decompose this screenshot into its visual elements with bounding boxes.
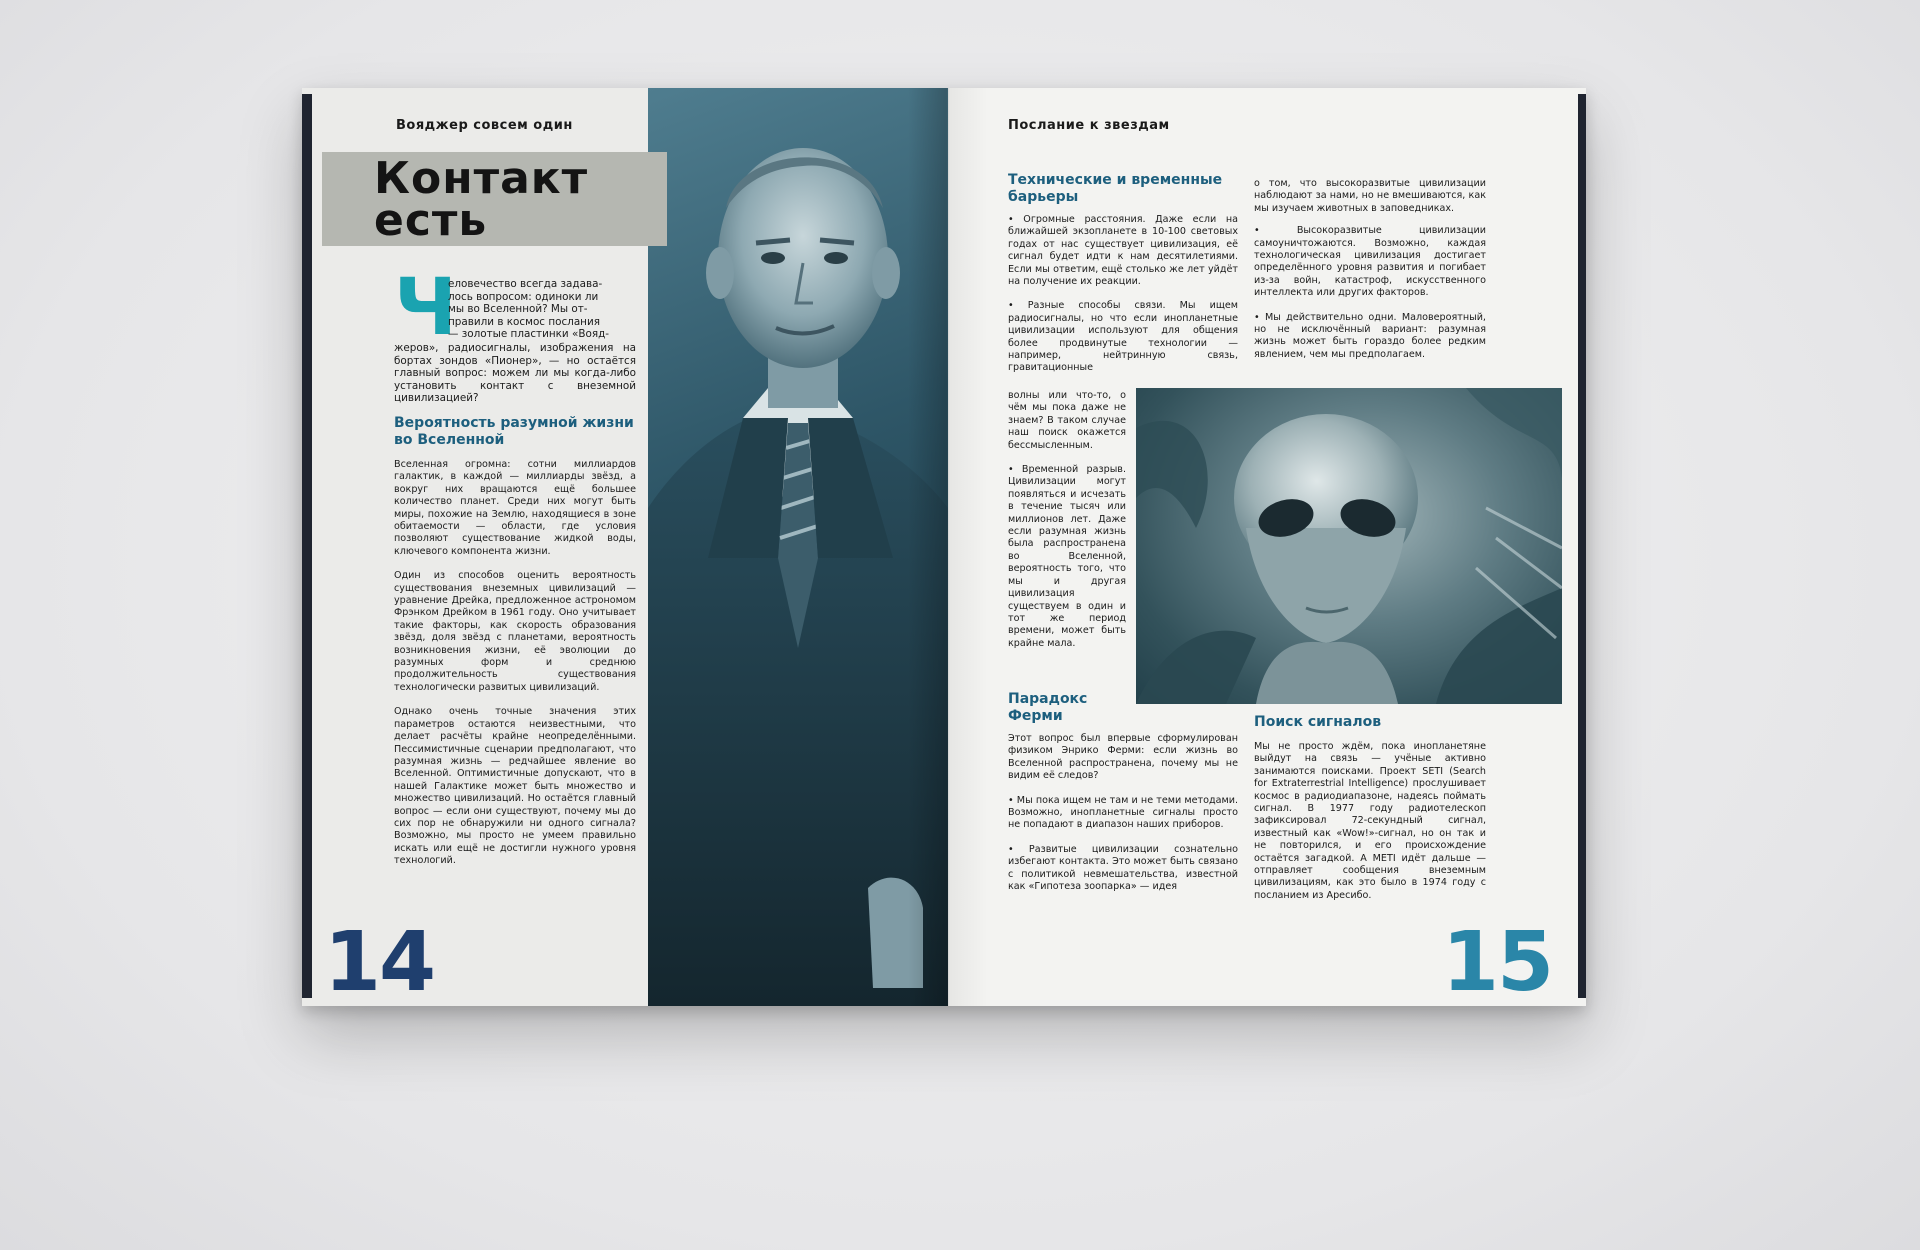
paragraph-distance: • Огромные расстояния. Даже если на ближайшей экзопланете в 10-100 световых годах от нас существует цивилизация, её сигнал будет идти к нам десятилетиями. Если мы ответим, ещё столько же лет уйдёт на получение их реакции.: [1008, 214, 1238, 288]
paragraph-self-destruct: • Высокоразвитые цивилизации самоуничтожаются. Возможно, каждая технологическая цивилизация достигает определённого уровня развития и погибает из-за войн, катастроф, искусственного интеллекта или других факторов.: [1254, 225, 1486, 299]
running-head-left: Вояджер совсем один: [396, 118, 573, 133]
title-line-1: Контакт: [374, 153, 589, 204]
paragraph-universe: Вселенная огромна: сотни миллиардов галактик, в каждой — миллиарды звёзд, а вокруг них вращаются ещё большее количество планет. Среди них могут быть миры, похожие на Землю, находящиеся в зоне обитаемости — области, где условия позволяют существование жидкой воды, ключевого компонента жизни.: [394, 458, 636, 557]
article-title: [374, 153, 589, 246]
left-edge-bar: [302, 94, 312, 998]
paragraph-drake: Один из способов оценить вероятность существования внеземных цивилизаций — уравнение Дрейка, предложенное астрономом Фрэнком Дрейком в 1961 году. Оно учитывает такие факторы, как скорость образования звёзд, доля звёзд с планетами, вероятность возникновения жизни, её эволюции до разумных форм и среднюю продолжительность существования технологически развитых цивилизаций.: [394, 570, 636, 693]
left-page: [302, 88, 948, 1006]
intro-first-line: еловечество всегда задава-: [448, 278, 603, 290]
intro-line: — золотые пластинки «Вояд-: [448, 328, 609, 341]
magazine-spread: [302, 88, 1586, 1006]
intro-first-lines: [448, 278, 636, 341]
right-column-1-bottom: [1008, 691, 1238, 893]
intro-paragraph: жеров», радиосигналы, изображения на бортах зондов «Пионер», — но остаётся главный вопрос: можем ли мы когда-либо установить контакт с внеземной цивилизацией?: [394, 342, 636, 405]
portrait-photo: [648, 88, 948, 1006]
paragraph-communication-cont: волны или что-то, о чём мы пока даже не знаем? В таком случае наш поиск окажется бессмысленным.: [1008, 390, 1126, 451]
paragraph-zoo-hypothesis: о том, что высокоразвитые цивилизации наблюдают за нами, но не вмешиваются, как мы изучаем животных в заповедниках.: [1254, 178, 1486, 214]
heading-probability: Вероятность разумной жизни во Вселенной: [394, 414, 634, 448]
paragraph-uncertainty: Однако очень точные значения этих параметров остаются неизвестными, что делает расчёты крайне неопределёнными. Пессимистичные сценарии предполагают, что разумная жизнь — редчайшее явление во Вселенной. Оптимистичные допускают, что в нашей Галактике может быть множество и множество цивилизаций. Но остаётся главный вопрос — если они существуют, почему мы до сих пор не обнаружили ни одного сигнала? Возможно, мы просто не умеем правильно искать или ещё не достигли нужного уровня технологий.: [394, 706, 636, 867]
paragraph-wrong-methods: • Мы пока ищем не там и не теми методами. Возможно, инопланетные сигналы просто не попадают в диапазон наших приборов.: [1008, 794, 1238, 831]
paragraph-fermi: Этот вопрос был впервые сформулирован физиком Энрико Ферми: если жизнь во Вселенной распространена, почему мы не видим её следов?: [1008, 733, 1238, 782]
paragraph-avoid-contact: • Развитые цивилизации сознательно избегают контакта. Это может быть связано с политикой невмешательства, известной как «Гипотеза зоопарка» — идея: [1008, 843, 1238, 893]
page-number-right: 15: [1442, 915, 1553, 1006]
paragraph-alone: • Мы действительно одни. Маловероятный, но не исключённый вариант: разумная жизнь может быть гораздо более редким явлением, чем мы предполагаем.: [1254, 311, 1486, 360]
left-column: [394, 342, 636, 868]
right-page: [948, 88, 1586, 1006]
running-head-right: Послание к звездам: [1008, 118, 1170, 133]
paragraph-seti: Мы не просто ждём, пока инопланетяне выйдут на связь — учёные активно занимаются поисками. Проект SETI (Search for Extraterrestrial Intelligence) прослушивает космос в радиодиапазоне, надеясь поймать сигнал. В 1977 году радиотелескоп зафиксировал 72-секундный сигнал, известный как «Wow!»-сигнал, но он так и не повторился, и его происхождение остаётся загадкой. А METI идёт дальше — отправляет сообщения внеземным цивилизациям, как это было в 1974 году с посланием из Аресибо.: [1254, 741, 1486, 901]
right-column-2: [1254, 178, 1486, 361]
heading-barriers: Технические и временные барьеры: [1008, 172, 1223, 205]
portrait-illustration: [648, 88, 948, 1006]
title-line-2: есть: [374, 195, 488, 246]
paragraph-time-gap: • Временной разрыв. Цивилизации могут появляться и исчезать в течение тысяч или миллионов лет. Даже если разумная жизнь была распространена во Вселенной, вероятность того, что мы и другая цивилизация существуем в один и тот же период времени, может быть крайне мала.: [1008, 464, 1126, 649]
right-edge-bar: [1578, 94, 1586, 998]
heading-signals: Поиск сигналов: [1254, 714, 1382, 730]
intro-line: лось вопросом: одиноки ли: [448, 290, 599, 303]
right-column-2-bottom: [1254, 714, 1486, 902]
alien-photo: [1136, 388, 1562, 704]
intro-line: правили в космос послания: [448, 315, 600, 328]
right-column-1: [1008, 172, 1238, 375]
intro-line: мы во Вселенной? Мы от-: [448, 303, 588, 316]
drop-cap: Ч: [394, 263, 458, 353]
heading-fermi: Парадокс Ферми: [1008, 691, 1088, 724]
paragraph-communication: • Разные способы связи. Мы ищем радиосигналы, но что если инопланетные цивилизации используют для общения более продвинутые технологии — например, нейтринную связь, гравитационные: [1008, 300, 1238, 374]
right-column-1-narrow: [1008, 390, 1126, 650]
page-number-left: 14: [324, 915, 435, 1006]
alien-illustration: [1136, 388, 1562, 704]
